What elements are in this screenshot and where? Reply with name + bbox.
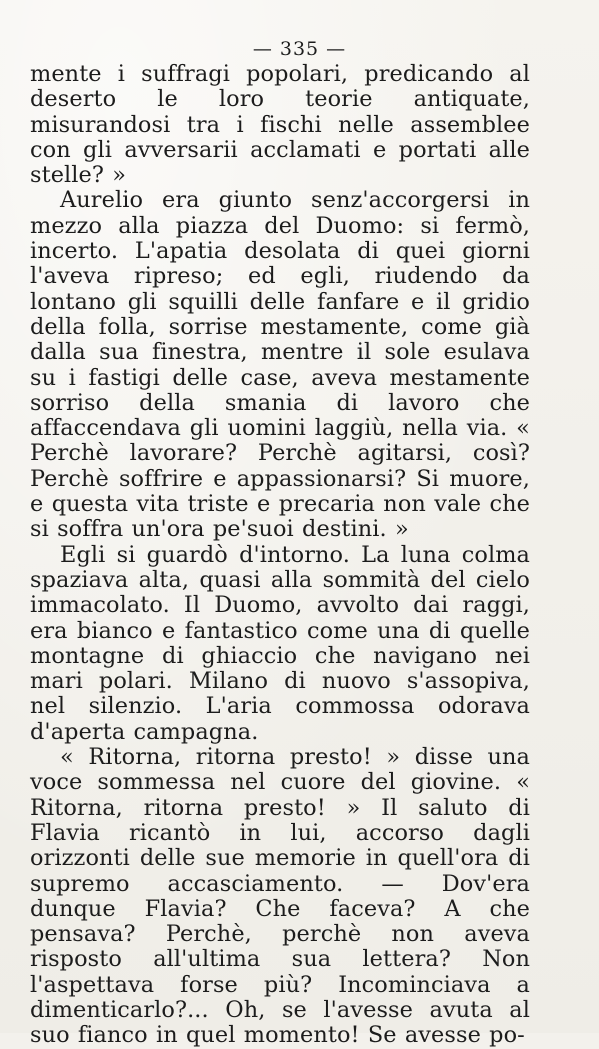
page-number: — 335 — bbox=[252, 38, 347, 60]
paragraph-3: Egli si guardò d'intorno. La luna colma spaziava alta, quasi alla sommità del cielo immacolato. Il Duomo, avvolto dai raggi, era bianco e fantastico come una di quelle montagne di ghiaccio che navigano nei mari polari. Milano di nuovo s'assopiva, nel silenzio. L'aria commossa odorava d'aperta campagna. bbox=[30, 541, 530, 745]
paragraph-2: Aurelio era giunto senz'accorgersi in mezzo alla piazza del Duomo: si fermò, incerto. L'apatia desolata di quei giorni l'aveva ripreso; ed egli, riudendo da lontano gli squilli delle fanfare e il gridio della folla, sorrise mestamente, come già dalla sua finestra, mentre il sole esulava su i fastigi delle case, aveva mestamente sorriso della smania di lavoro che affaccendava gli uomini laggiù, nella via. « Perchè lavorare? Perchè agitarsi, così? Perchè soffrire e appassionarsi? Si muore, e questa vita triste e precaria non vale che si soffra un'ora pe'suoi destini. » bbox=[30, 187, 530, 543]
paragraph-4: « Ritorna, ritorna presto! » disse una voce sommessa nel cuore del giovine. « Ritorna, ritorna presto! » Il saluto di Flavia ricantò in lui, accorso dagli orizzonti delle sue memorie in quell'ora di supremo accasciamento. — Dov'era dunque Flavia? Che faceva? A che pensava? Perchè, perchè non aveva risposto all'ultima sua lettera? Non l'aspettava forse più? Incominciava a dimenticarlo?... Oh, se l'avesse avuta al suo fianco in quel momento! Se avesse po- bbox=[30, 744, 530, 1049]
body-text bbox=[30, 62, 530, 1049]
paragraph-1: mente i suffragi popolari, predicando al deserto le loro teorie antiquate, misurandosi tra i fischi nelle assemblee con gli avversarii acclamati e portati alle stelle? » bbox=[30, 61, 530, 189]
